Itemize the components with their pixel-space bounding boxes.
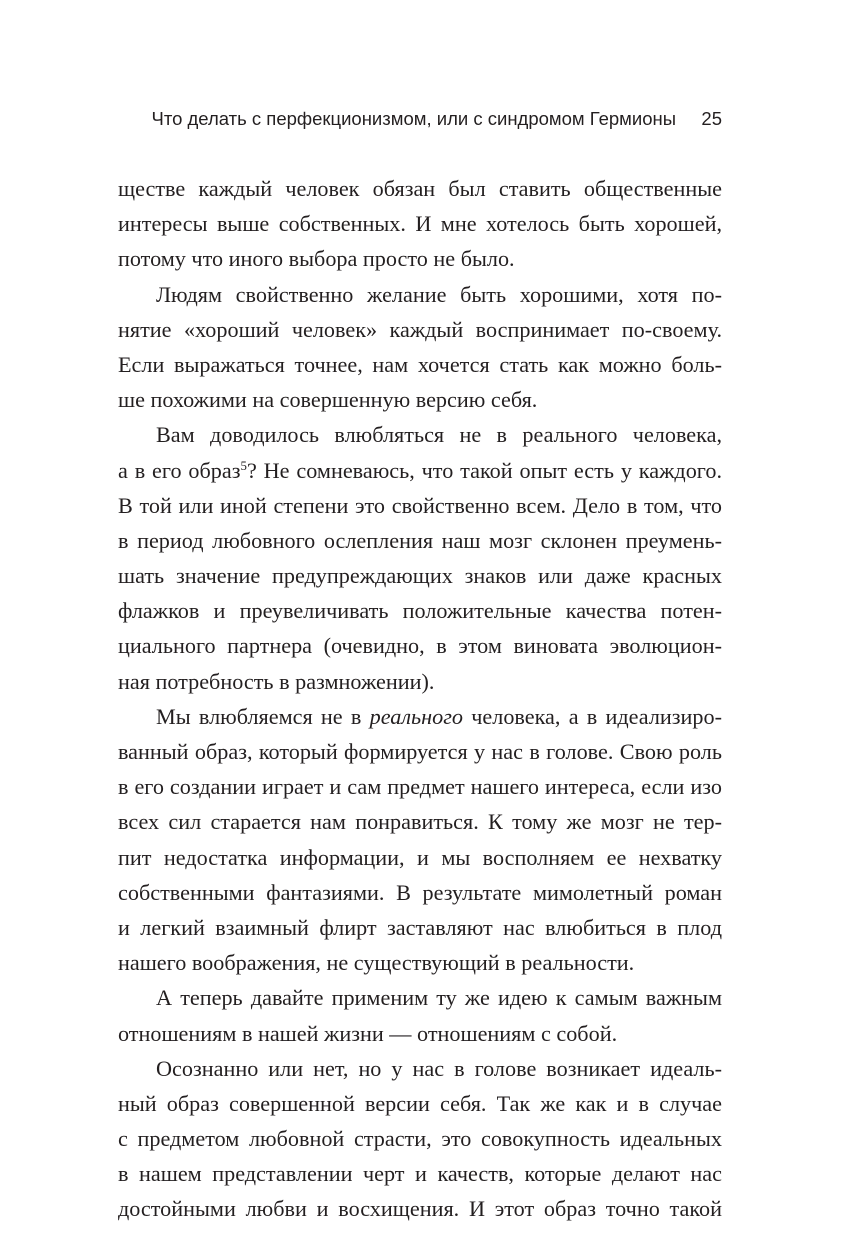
text-line: ный образ совершенной версии себя. Так же как и в случае <box>118 1090 722 1116</box>
text-line: в его создании играет и сам предмет нашего интереса, если изо <box>118 774 722 800</box>
text-segment: человека, а в идеализиро- <box>463 703 723 729</box>
text-line: с предметом любовной страсти, это совокупность идеальных <box>118 1126 722 1152</box>
text-line: отношениям в нашей жизни — отношениям с собой. <box>118 1020 618 1046</box>
emphasis-text: реального <box>369 703 463 729</box>
text-line: ная потребность в размножении). <box>118 668 435 694</box>
text-line: ществе каждый человек обязан был ставить общественные <box>118 176 722 201</box>
footnote-reference: 5 <box>240 458 247 473</box>
paragraph-first-line: Вам доводилось влюбляться не в реального человека, <box>156 422 722 448</box>
page-number: 25 <box>701 108 722 129</box>
text-line: потому что иного выбора просто не было. <box>118 246 515 272</box>
text-line: Если выражаться точнее, нам хочется стать как можно боль- <box>118 351 722 377</box>
text-line: нятие «хороший человек» каждый воспринимает по-своему. <box>118 316 722 342</box>
text-line: нашего воображения, не существующий в реальности. <box>118 950 635 976</box>
paragraph-first-line: Людям свойственно желание быть хорошими, хотя по- <box>156 281 722 307</box>
text-line: флажков и преувеличивать положительные качества потен- <box>118 598 722 624</box>
text-line: собственными фантазиями. В результате мимолетный роман <box>118 879 722 905</box>
text-line: всех сил старается нам понравиться. К тому же мозг не тер- <box>118 809 722 835</box>
text-line: интересы выше собственных. И мне хотелось быть хорошей, <box>118 211 722 237</box>
text-line: В той или иной степени это свойственно всем. Дело в том, что <box>118 492 722 518</box>
text-line: пит недостатка информации, и мы восполняем ее нехватку <box>118 844 722 870</box>
running-head-title: Что делать с перфекционизмом, или с синдромом Гермионы <box>151 108 676 129</box>
running-head <box>118 106 722 132</box>
text-line: достойными любви и восхищения. И этот образ точно такой <box>118 1196 722 1222</box>
body-text <box>118 171 722 1227</box>
text-line: в период любовного ослепления наш мозг склонен преумень- <box>118 527 722 553</box>
paragraph-first-line <box>118 699 722 734</box>
text-line: и легкий взаимный флирт заставляют нас влюбиться в плод <box>118 914 722 940</box>
text-segment: а в его образ <box>118 457 241 483</box>
text-segment: ? Не сомневаюсь, что такой опыт есть у каждого. <box>246 457 722 483</box>
text-line: ванный образ, который формируется у нас в голове. Свою роль <box>118 739 722 764</box>
text-line: ше похожими на совершенную версию себя. <box>118 387 538 413</box>
text-line <box>118 453 722 488</box>
text-line: циального партнера (очевидно, в этом виновата эволюцион- <box>118 633 722 659</box>
paragraph-first-line: А теперь давайте применим ту же идею к самым важным <box>156 985 722 1011</box>
paragraph-first-line: Осознанно или нет, но у нас в голове возникает идеаль- <box>156 1055 722 1081</box>
text-segment: Мы влюбляемся не в <box>156 703 370 729</box>
text-line: шать значение предупреждающих знаков или даже красных <box>118 563 722 589</box>
text-line: в нашем представлении черт и качеств, которые делают нас <box>118 1161 722 1187</box>
